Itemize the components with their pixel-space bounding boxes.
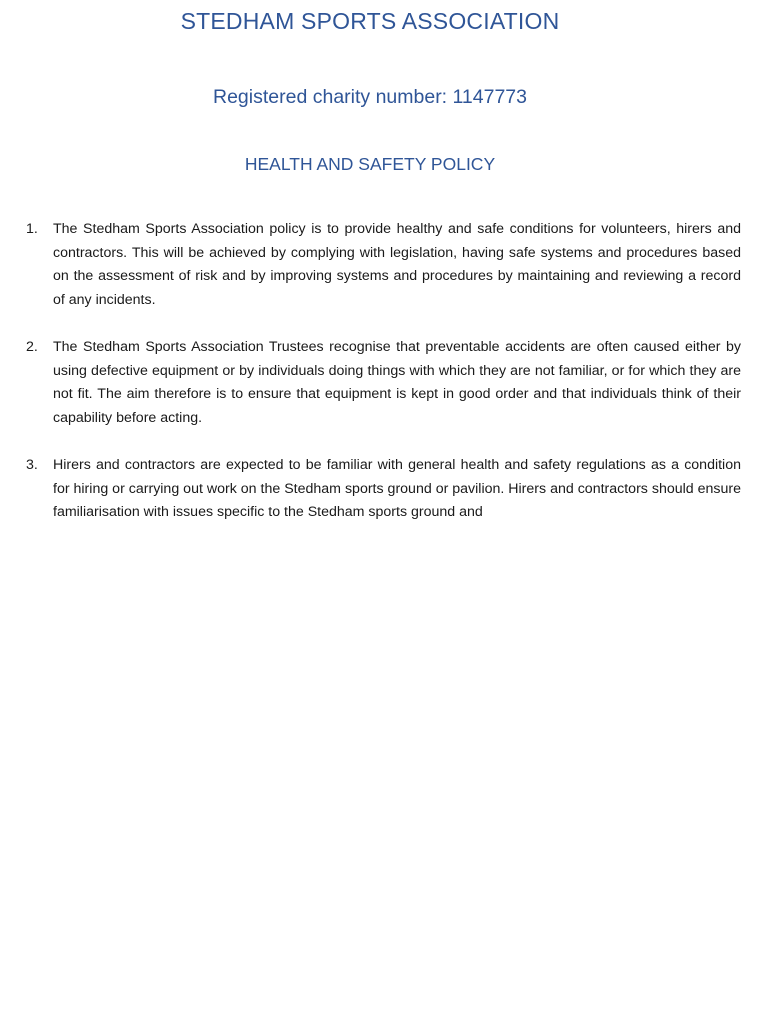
policy-item-1: [0, 218, 768, 312]
item-text: Hirers and contractors are expected to be familiar with general health and safety regulations as a condition for hiring or carrying out work on the Stedham sports ground or pavilion. Hirers and contractors should ensure familiarisation with issues specific to the Stedham sports ground and: [53, 457, 741, 520]
policy-list: [0, 218, 768, 1022]
policy-item-2: [0, 336, 768, 430]
item-text: The Stedham Sports Association policy is to provide healthy and safe conditions for volunteers, hirers and contractors. This will be achieved by complying with legislation, having safe systems and procedures based on the assessment of risk and by improving systems and procedures by maintaining and reviewing a record of any incidents.: [53, 221, 741, 308]
item-number: 2.: [26, 339, 38, 355]
item-number: 1.: [26, 221, 38, 237]
policy-title: HEALTH AND SAFETY POLICY: [244, 154, 496, 174]
item-number: 3.: [26, 457, 38, 473]
policy-item-3: [0, 454, 768, 1022]
document-title: STEDHAM SPORTS ASSOCIATION: [180, 8, 560, 34]
item-text: The Stedham Sports Association Trustees recognise that preventable accidents are often caused either by using defective equipment or by individuals doing things with which they are not familiar, or for which they are not fit. The aim therefore is to ensure that equipment is kept in good order and that individuals think of their capability before acting.: [53, 339, 741, 426]
charity-number-line: Registered charity number: 1147773: [213, 86, 527, 108]
